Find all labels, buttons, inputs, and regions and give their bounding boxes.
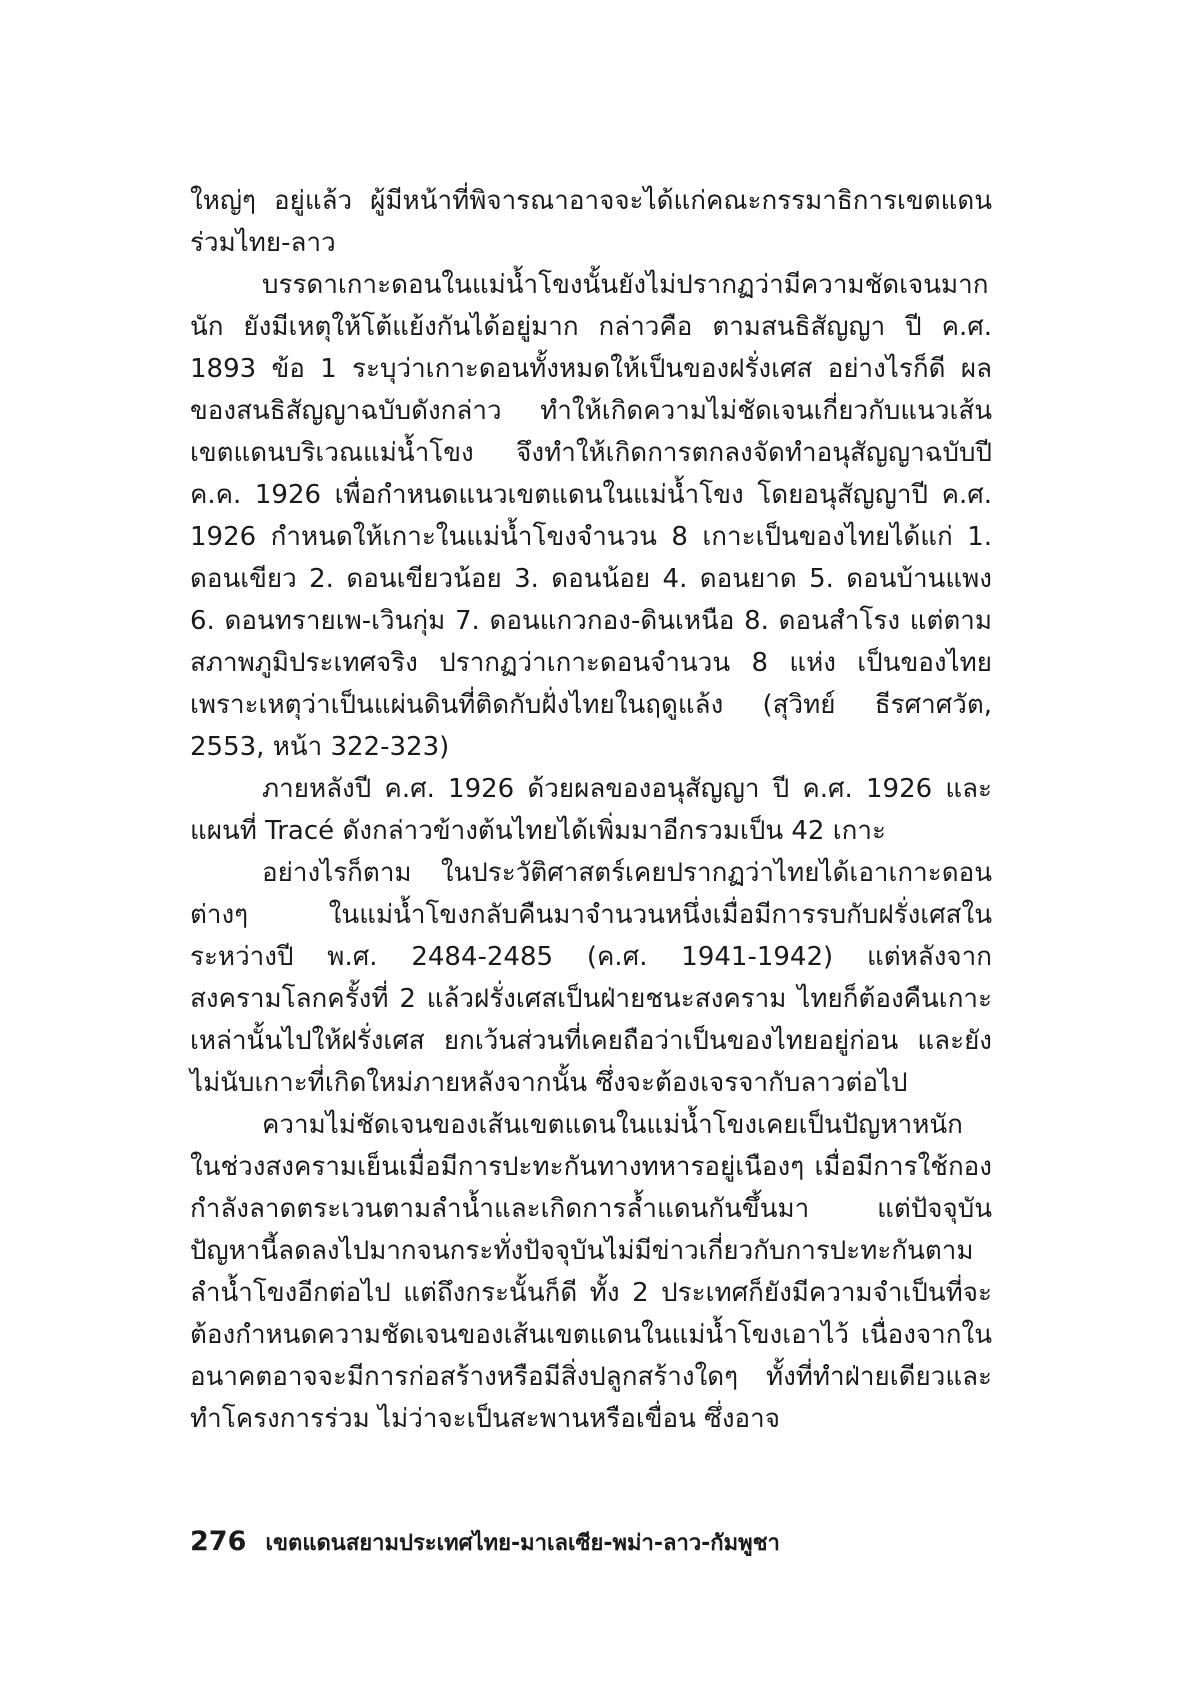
page-number: 276 — [190, 1526, 247, 1557]
book-title: เขตแดนสยามประเทศไทย-มาเลเซีย-พม่า-ลาว-กัมพูชา — [265, 1531, 780, 1556]
page-footer — [190, 1525, 992, 1565]
paragraph-history: อย่างไรก็ตาม ในประวัติศาสตร์เคยปรากฏว่าไทยได้เอาเกาะดอนต่างๆ ในแม่น้ำโขงกลับคืนมาจำนวนหนึ่งเมื่อมีการรบกับฝรั่งเศสในระหว่างปี พ.ศ. 2484-2485 (ค.ศ. 1941-1942) แต่หลังจากสงครามโลกครั้งที่ 2 แล้วฝรั่งเศสเป็นฝ่ายชนะสงคราม ไทยก็ต้องคืนเกาะเหล่านั้นไปให้ฝรั่งเศส ยกเว้นส่วนที่เคยถือว่าเป็นของไทยอยู่ก่อน และยังไม่นับเกาะที่เกิดใหม่ภายหลังจากนั้น ซึ่งจะต้องเจรจากับลาวต่อไป — [190, 858, 992, 1098]
paragraph-after-1926: ภายหลังปี ค.ศ. 1926 ด้วยผลของอนุสัญญา ปี ค.ศ. 1926 และแผนที่ Tracé ดังกล่าวข้างต้นไทยได้เพิ่มมาอีกรวมเป็น 42 เกาะ — [190, 774, 992, 846]
body-text — [190, 180, 992, 1440]
paragraph-mekong-islands: บรรดาเกาะดอนในแม่น้ำโขงนั้นยังไม่ปรากฏว่ามีความชัดเจนมากนัก ยังมีเหตุให้โต้แย้งกันได้อยู่มาก กล่าวคือ ตามสนธิสัญญา ปี ค.ศ. 1893 ข้อ 1 ระบุว่าเกาะดอนทั้งหมดให้เป็นของฝรั่งเศส อย่างไรก็ดี ผลของสนธิสัญญาฉบับดังกล่าว ทำให้เกิดความไม่ชัดเจนเกี่ยวกับแนวเส้นเขตแดนบริเวณแม่น้ำโขง จึงทำให้เกิดการตกลงจัดทำอนุสัญญาฉบับปี ค.ค. 1926 เพื่อกำหนดแนวเขตแดนในแม่น้ำโขง โดยอนุสัญญาปี ค.ศ. 1926 กำหนดให้เกาะในแม่น้ำโขงจำนวน 8 เกาะเป็นของไทยได้แก่ 1. ดอนเขียว 2. ดอนเขียวน้อย 3. ดอนน้อย 4. ดอนยาด 5. ดอนบ้านแพง 6. ดอนทรายเพ-เวินกุ่ม 7. ดอนแกวกอง-ดินเหนือ 8. ดอนสำโรง แต่ตามสภาพภูมิประเทศจริง ปรากฏว่าเกาะดอนจำนวน 8 แห่ง เป็นของไทยเพราะเหตุว่าเป็นแผ่นดินที่ติดกับฝั่งไทยในฤดูแล้ง (สุวิทย์ ธีรศาศวัต, 2553, หน้า 322-323) — [190, 270, 992, 762]
paragraph-continuation: ใหญ่ๆ อยู่แล้ว ผู้มีหน้าที่พิจารณาอาจจะได้แก่คณะกรรมาธิการเขตแดนร่วมไทย-ลาว — [190, 186, 992, 258]
paragraph-cold-war: ความไม่ชัดเจนของเส้นเขตแดนในแม่น้ำโขงเคยเป็นปัญหาหนักในช่วงสงครามเย็นเมื่อมีการปะทะกันทางทหารอยู่เนืองๆ เมื่อมีการใช้กองกำลังลาดตระเวนตามลำน้ำและเกิดการล้ำแดนกันขึ้นมา แต่ปัจจุบันปัญหานี้ลดลงไปมากจนกระทั่งปัจจุบันไม่มีข่าวเกี่ยวกับการปะทะกันตามลำน้ำโขงอีกต่อไป แต่ถึงกระนั้นก็ดี ทั้ง 2 ประเทศก็ยังมีความจำเป็นที่จะต้องกำหนดความชัดเจนของเส้นเขตแดนในแม่น้ำโขงเอาไว้ เนื่องจากในอนาคตอาจจะมีการก่อสร้างหรือมีสิ่งปลูกสร้างใดๆ ทั้งที่ทำฝ่ายเดียวและทำโครงการร่วม ไม่ว่าจะเป็นสะพานหรือเขื่อน ซึ่งอาจ — [190, 1110, 992, 1434]
